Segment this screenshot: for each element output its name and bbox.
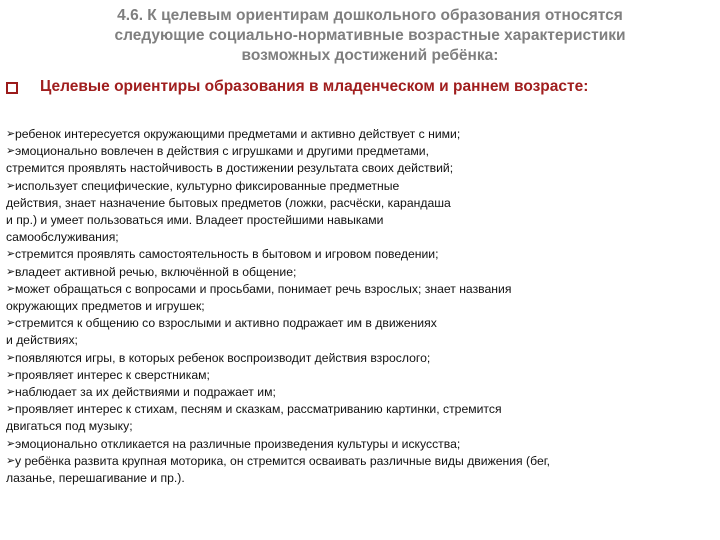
arrow-bullet-icon: ➢ <box>6 248 16 261</box>
arrow-bullet-icon: ➢ <box>6 403 16 416</box>
list-item <box>6 126 714 143</box>
list-item <box>6 212 714 229</box>
list-item <box>6 453 714 470</box>
arrow-bullet-icon: ➢ <box>6 351 16 364</box>
list-item-text: проявляет интерес к сверстникам; <box>15 367 210 382</box>
list-item <box>6 143 714 160</box>
arrow-bullet-icon: ➢ <box>6 265 16 278</box>
list-item <box>6 436 714 453</box>
arrow-bullet-icon: ➢ <box>6 317 16 330</box>
list-item-text: эмоционально вовлечен в действия с игрушками и другими предметами, <box>15 144 429 159</box>
title-line-1: 4.6. К целевым ориентирам дошкольного образования относятся <box>117 7 623 24</box>
list-item-text: действия, знает назначение бытовых предметов (ложки, расчёски, карандаша <box>6 195 451 210</box>
list-item-text: двигаться под музыку; <box>6 419 133 434</box>
list-item <box>6 298 714 315</box>
list-item-text: использует специфические, культурно фиксированные предметные <box>15 178 400 193</box>
list-item-text: ребенок интересуется окружающими предметами и активно действует с ними; <box>15 127 461 141</box>
list-item <box>6 178 714 195</box>
list-item-text: стремится проявлять настойчивость в достижении результата своих действий; <box>6 161 454 176</box>
arrow-bullet-icon: ➢ <box>6 282 16 295</box>
arrow-bullet-icon: ➢ <box>6 368 16 381</box>
arrow-bullet-icon: ➢ <box>6 128 16 140</box>
list-item-text: и действиях; <box>6 333 78 348</box>
arrow-bullet-icon: ➢ <box>6 454 16 467</box>
list-item <box>6 315 714 332</box>
list-item <box>6 401 714 418</box>
arrow-bullet-icon: ➢ <box>6 179 16 192</box>
list-item-text: и пр.) и умеет пользоваться ими. Владеет простейшими навыками <box>6 213 384 228</box>
title-line-3: возможных достижений ребёнка: <box>241 47 499 64</box>
list-item-text: может обращаться с вопросами и просьбами, понимает речь взрослых; знает названия <box>15 281 512 296</box>
list-item-text: лазанье, перешагивание и пр.). <box>6 471 185 486</box>
page-title <box>40 6 700 66</box>
list-item <box>6 350 714 367</box>
list-item-text: эмоционально откликается на различные произведения культуры и искусства; <box>15 436 461 451</box>
list-item <box>6 195 714 212</box>
list-item <box>6 470 714 487</box>
list-item-text: появляются игры, в которых ребенок воспроизводит действия взрослого; <box>15 350 431 365</box>
list-item <box>6 367 714 384</box>
section-heading <box>6 78 706 96</box>
list-item <box>6 229 714 246</box>
list-item <box>6 281 714 298</box>
list-item <box>6 384 714 401</box>
body-text <box>6 126 714 487</box>
list-item <box>6 246 714 263</box>
arrow-bullet-icon: ➢ <box>6 386 16 399</box>
list-item-text: самообслуживания; <box>6 230 119 245</box>
arrow-bullet-icon: ➢ <box>6 145 16 158</box>
list-item <box>6 332 714 349</box>
list-item <box>6 264 714 281</box>
list-item-text: окружающих предметов и игрушек; <box>6 299 205 314</box>
list-item-text: стремится к общению со взрослыми и активно подражает им в движениях <box>15 316 437 331</box>
arrow-bullet-icon: ➢ <box>6 437 16 450</box>
list-item <box>6 418 714 435</box>
hollow-square-icon <box>6 82 18 94</box>
list-item-text: у ребёнка развита крупная моторика, он стремится осваивать различные виды движения (бег, <box>15 453 551 468</box>
section-heading-text: Целевые ориентиры образования в младенческом и раннем возрасте: <box>40 78 589 95</box>
list-item-text: стремится проявлять самостоятельность в бытовом и игровом поведении; <box>15 247 439 262</box>
list-item <box>6 160 714 177</box>
title-line-2: следующие социально-нормативные возрастные характеристики <box>114 27 626 44</box>
list-item-text: проявляет интерес к стихам, песням и сказкам, рассматриванию картинки, стремится <box>15 402 502 417</box>
list-item-text: владеет активной речью, включённой в общение; <box>15 264 297 279</box>
list-item-text: наблюдает за их действиями и подражает им; <box>15 385 276 400</box>
